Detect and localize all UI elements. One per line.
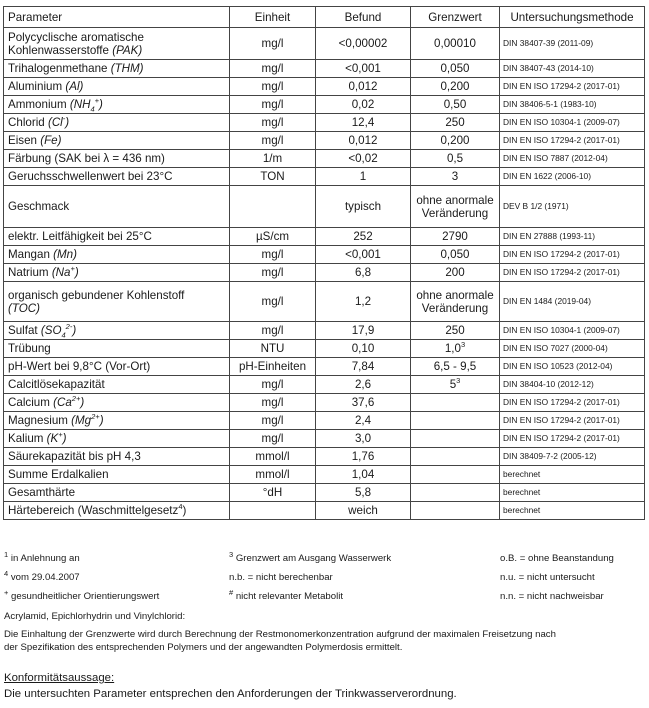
method-cell: DIN 38409-7-2 (2005-12) bbox=[500, 448, 645, 466]
result-cell: 17,9 bbox=[316, 322, 411, 340]
unit-cell: mg/l bbox=[230, 412, 316, 430]
table-row bbox=[4, 228, 645, 246]
limit-cell bbox=[411, 502, 500, 520]
legend-entry: n.n. = nicht nachweisbar bbox=[500, 591, 604, 602]
method-cell: berechnet bbox=[500, 484, 645, 502]
unit-cell: mg/l bbox=[230, 78, 316, 96]
parameter-cell: Summe Erdalkalien bbox=[4, 466, 230, 484]
limit-cell bbox=[411, 466, 500, 484]
parameter-cell: Kalium (K+) bbox=[4, 430, 230, 448]
unit-cell: mg/l bbox=[230, 114, 316, 132]
method-cell: DIN EN 1622 (2006-10) bbox=[500, 168, 645, 186]
legend-entry: + gesundheitlicher Orientierungswert bbox=[4, 587, 160, 602]
limit-cell: ohne anormale Veränderung bbox=[411, 186, 500, 228]
limit-cell: 0,50 bbox=[411, 96, 500, 114]
result-cell: 3,0 bbox=[316, 430, 411, 448]
header-method: Untersuchungsmethode bbox=[500, 7, 645, 28]
result-cell: 1,04 bbox=[316, 466, 411, 484]
limit-cell: 0,200 bbox=[411, 78, 500, 96]
unit-cell: µS/cm bbox=[230, 228, 316, 246]
conformity-statement: Die untersuchten Parameter entsprechen den Anforderungen der Trinkwasserverordnung. bbox=[4, 688, 457, 700]
parameter-cell: Calcitlösekapazität bbox=[4, 376, 230, 394]
header-limit: Grenzwert bbox=[411, 7, 500, 28]
result-cell: 252 bbox=[316, 228, 411, 246]
method-cell: DIN EN ISO 17294-2 (2017-01) bbox=[500, 412, 645, 430]
unit-cell: mg/l bbox=[230, 282, 316, 322]
result-cell: <0,001 bbox=[316, 60, 411, 78]
parameter-cell: Geruchsschwellenwert bei 23°C bbox=[4, 168, 230, 186]
limit-cell bbox=[411, 394, 500, 412]
parameter-cell: Gesamthärte bbox=[4, 484, 230, 502]
table-row bbox=[4, 264, 645, 282]
result-cell: 0,012 bbox=[316, 78, 411, 96]
unit-cell: pH-Einheiten bbox=[230, 358, 316, 376]
header-result: Befund bbox=[316, 7, 411, 28]
table-row bbox=[4, 132, 645, 150]
parameter-cell: Trübung bbox=[4, 340, 230, 358]
unit-cell: mg/l bbox=[230, 430, 316, 448]
result-cell: <0,02 bbox=[316, 150, 411, 168]
legend-entry: n.b. = nicht berechenbar bbox=[229, 572, 333, 583]
parameter-cell: Mangan (Mn) bbox=[4, 246, 230, 264]
table-row bbox=[4, 282, 645, 322]
method-cell: DIN EN ISO 7027 (2000-04) bbox=[500, 340, 645, 358]
method-cell: DIN EN ISO 17294-2 (2017-01) bbox=[500, 264, 645, 282]
limit-cell: 0,200 bbox=[411, 132, 500, 150]
header-unit: Einheit bbox=[230, 7, 316, 28]
unit-cell: mg/l bbox=[230, 28, 316, 60]
parameter-cell: Eisen (Fe) bbox=[4, 132, 230, 150]
parameter-cell: Säurekapazität bis pH 4,3 bbox=[4, 448, 230, 466]
limit-cell: 0,5 bbox=[411, 150, 500, 168]
unit-cell: mmol/l bbox=[230, 466, 316, 484]
parameter-cell: Färbung (SAK bei λ = 436 nm) bbox=[4, 150, 230, 168]
result-cell: weich bbox=[316, 502, 411, 520]
parameter-cell: Sulfat $(SO_4^{2-})$ bbox=[4, 322, 230, 340]
limit-cell: 0,050 bbox=[411, 246, 500, 264]
unit-cell: mg/l bbox=[230, 322, 316, 340]
legend-entry: o.B. = ohne Beanstandung bbox=[500, 553, 614, 564]
method-cell: DIN 38407-39 (2011-09) bbox=[500, 28, 645, 60]
unit-cell: mmol/l bbox=[230, 448, 316, 466]
table-row bbox=[4, 168, 645, 186]
result-cell: 1,2 bbox=[316, 282, 411, 322]
unit-cell: NTU bbox=[230, 340, 316, 358]
limit-cell: ohne anormale Veränderung bbox=[411, 282, 500, 322]
unit-cell bbox=[230, 186, 316, 228]
method-cell: DIN EN ISO 10523 (2012-04) bbox=[500, 358, 645, 376]
footnote-legend bbox=[4, 549, 645, 610]
limit-cell: $1,0^3$ bbox=[411, 340, 500, 358]
parameter-cell: Polycyclische aromatische Kohlenwasserstoffe (PAK) bbox=[4, 28, 230, 60]
result-cell: 0,012 bbox=[316, 132, 411, 150]
result-cell: 5,8 bbox=[316, 484, 411, 502]
table-row bbox=[4, 114, 645, 132]
unit-cell bbox=[230, 502, 316, 520]
conformity-title: Konformitätsaussage: bbox=[4, 672, 115, 684]
parameter-cell: organisch gebundener Kohlenstoff (TOC) bbox=[4, 282, 230, 322]
table-row bbox=[4, 412, 645, 430]
unit-cell: mg/l bbox=[230, 246, 316, 264]
table-row bbox=[4, 246, 645, 264]
unit-cell: mg/l bbox=[230, 376, 316, 394]
result-cell: 0,02 bbox=[316, 96, 411, 114]
result-cell: typisch bbox=[316, 186, 411, 228]
unit-cell: mg/l bbox=[230, 132, 316, 150]
limit-cell: 6,5 - 9,5 bbox=[411, 358, 500, 376]
table-row bbox=[4, 466, 645, 484]
parameter-cell: Ammonium $(NH_4^+)$ bbox=[4, 96, 230, 114]
legend-entry: n.u. = nicht untersucht bbox=[500, 572, 595, 583]
parameter-cell: Magnesium $(Mg^{2+})$ bbox=[4, 412, 230, 430]
table-row bbox=[4, 340, 645, 358]
limit-cell bbox=[411, 412, 500, 430]
table-row bbox=[4, 394, 645, 412]
table-row bbox=[4, 448, 645, 466]
table-row bbox=[4, 78, 645, 96]
method-cell: DIN 38406-5-1 (1983-10) bbox=[500, 96, 645, 114]
parameter-cell: Natrium (Na+) bbox=[4, 264, 230, 282]
table-row bbox=[4, 186, 645, 228]
method-cell: DIN EN ISO 17294-2 (2017-01) bbox=[500, 430, 645, 448]
table-header-row bbox=[4, 7, 645, 28]
result-cell: <0,00002 bbox=[316, 28, 411, 60]
parameter-cell: Härtebereich (Waschmittelgesetz$^4$) bbox=[4, 502, 230, 520]
limit-cell: 0,050 bbox=[411, 60, 500, 78]
method-cell: DIN EN ISO 17294-2 (2017-01) bbox=[500, 246, 645, 264]
result-cell: 1,76 bbox=[316, 448, 411, 466]
unit-cell: 1/m bbox=[230, 150, 316, 168]
limit-cell: 3 bbox=[411, 168, 500, 186]
legend-entry: $^3$ Grenzwert am Ausgang Wasserwerk bbox=[229, 549, 392, 564]
legend-entry: $^4$ vom 29.04.2007 bbox=[4, 568, 80, 583]
result-cell: 6,8 bbox=[316, 264, 411, 282]
unit-cell: °dH bbox=[230, 484, 316, 502]
table-row bbox=[4, 322, 645, 340]
table-row bbox=[4, 484, 645, 502]
limit-cell: 0,00010 bbox=[411, 28, 500, 60]
unit-cell: mg/l bbox=[230, 96, 316, 114]
table-row bbox=[4, 96, 645, 114]
unit-cell: mg/l bbox=[230, 60, 316, 78]
method-cell: DIN EN ISO 17294-2 (2017-01) bbox=[500, 132, 645, 150]
limit-cell bbox=[411, 430, 500, 448]
method-cell: DIN 38407-43 (2014-10) bbox=[500, 60, 645, 78]
method-cell: berechnet bbox=[500, 466, 645, 484]
unit-cell: mg/l bbox=[230, 264, 316, 282]
method-cell: DIN EN ISO 17294-2 (2017-01) bbox=[500, 394, 645, 412]
table-row bbox=[4, 358, 645, 376]
method-cell: DIN EN ISO 7887 (2012-04) bbox=[500, 150, 645, 168]
table-row bbox=[4, 150, 645, 168]
limit-cell: 2790 bbox=[411, 228, 500, 246]
method-cell: DIN EN ISO 10304-1 (2009-07) bbox=[500, 322, 645, 340]
parameter-cell: elektr. Leitfähigkeit bei 25°C bbox=[4, 228, 230, 246]
result-cell: 12,4 bbox=[316, 114, 411, 132]
legend-row bbox=[4, 568, 645, 591]
acrylamid-text-line-1: Die Einhaltung der Grenzwerte wird durch Berechnung der Restmonomerkonzentration aufgrund der maximalen Freisetzung nach bbox=[4, 629, 556, 640]
acrylamid-text-line-2: der Spezifikation des entsprechenden Polymers und der angewandten Polymerdosis ermittelt. bbox=[4, 642, 403, 653]
result-cell: 0,10 bbox=[316, 340, 411, 358]
result-cell: 37,6 bbox=[316, 394, 411, 412]
limit-cell: 200 bbox=[411, 264, 500, 282]
method-cell: DIN EN 1484 (2019-04) bbox=[500, 282, 645, 322]
table-row bbox=[4, 28, 645, 60]
method-cell: DIN 38404-10 (2012-12) bbox=[500, 376, 645, 394]
method-cell: DIN EN 27888 (1993-11) bbox=[500, 228, 645, 246]
method-cell: DIN EN ISO 10304-1 (2009-07) bbox=[500, 114, 645, 132]
legend-row bbox=[4, 549, 645, 572]
unit-cell: mg/l bbox=[230, 394, 316, 412]
parameter-cell: Calcium $(Ca^{2+})$ bbox=[4, 394, 230, 412]
table-row bbox=[4, 502, 645, 520]
table-row bbox=[4, 60, 645, 78]
legend-row bbox=[4, 587, 645, 610]
unit-cell: TON bbox=[230, 168, 316, 186]
parameter-cell: Geschmack bbox=[4, 186, 230, 228]
parameter-cell: Trihalogenmethane (THM) bbox=[4, 60, 230, 78]
parameter-cell: Chlorid (Cl-) bbox=[4, 114, 230, 132]
legend-entry: $^1$ in Anlehnung an bbox=[4, 549, 80, 564]
limit-cell bbox=[411, 484, 500, 502]
table-row bbox=[4, 376, 645, 394]
header-parameter: Parameter bbox=[4, 7, 230, 28]
table-row bbox=[4, 430, 645, 448]
method-cell: berechnet bbox=[500, 502, 645, 520]
legend-entry: # nicht relevanter Metabolit bbox=[229, 587, 344, 602]
limit-cell: 250 bbox=[411, 322, 500, 340]
limit-cell: 250 bbox=[411, 114, 500, 132]
limit-cell bbox=[411, 448, 500, 466]
result-cell: <0,001 bbox=[316, 246, 411, 264]
method-cell: DIN EN ISO 17294-2 (2017-01) bbox=[500, 78, 645, 96]
analysis-table bbox=[3, 6, 645, 520]
method-cell: DEV B 1/2 (1971) bbox=[500, 186, 645, 228]
result-cell: 2,4 bbox=[316, 412, 411, 430]
parameter-cell: Aluminium (Al) bbox=[4, 78, 230, 96]
result-cell: 1 bbox=[316, 168, 411, 186]
result-cell: 7,84 bbox=[316, 358, 411, 376]
parameter-cell: pH-Wert bei 9,8°C (Vor-Ort) bbox=[4, 358, 230, 376]
result-cell: 2,6 bbox=[316, 376, 411, 394]
limit-cell: $5^3$ bbox=[411, 376, 500, 394]
acrylamid-heading: Acrylamid, Epichlorhydrin und Vinylchlorid: bbox=[4, 611, 186, 622]
